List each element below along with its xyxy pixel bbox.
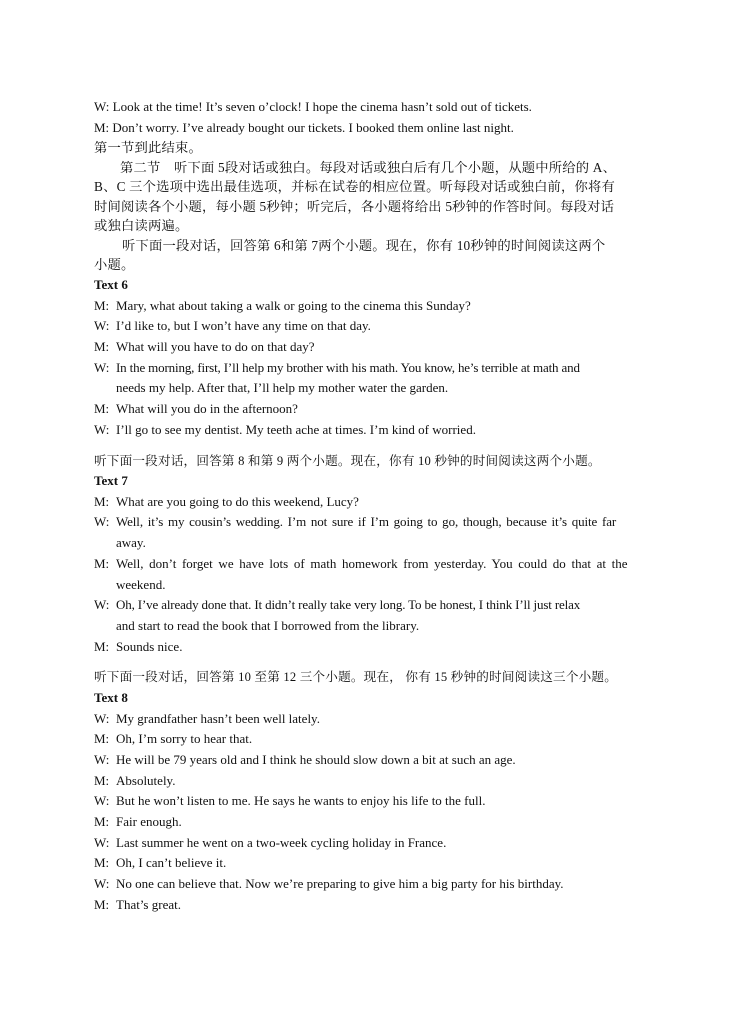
dialogue-line [94, 853, 646, 874]
dialogue-line [94, 420, 646, 441]
dialogue-line [94, 895, 646, 916]
speaker-label: W: [94, 876, 110, 892]
utterance: He will be 79 years old and I think he should slow down a bit at such an age. [116, 751, 516, 767]
text6-heading: Text 6 [94, 276, 128, 292]
utterance: My grandfather hasn’t been well lately. [116, 710, 320, 726]
dialogue-line [94, 97, 646, 118]
utterance: Last summer he went on a two-week cycling holiday in France. [116, 834, 447, 850]
utterance: Oh, I can’t believe it. [116, 855, 227, 871]
speaker-label: W: [94, 834, 110, 850]
dialogue-line [94, 358, 646, 379]
utterance: I’d like to, but I won’t have any time on that day. [116, 318, 371, 334]
utterance: That’s great. [116, 896, 181, 912]
utterance: Absolutely. [116, 772, 176, 788]
speaker-label: W: [94, 318, 110, 334]
utterance: In the morning, first, I’ll help my brother with his math. You know, he’s terrible at math and [116, 359, 580, 375]
dialogue-line [94, 771, 646, 792]
dialogue-line [94, 750, 646, 771]
text8-heading: Text 8 [94, 689, 128, 705]
text6-instruction-line: 听下面一段对话，回答第 6和第 7两个小题。现在，你有 10秒钟的时间阅读这两个 [122, 237, 606, 253]
section2-instruction-line: 时间阅读各个小题，每小题 5秒钟；听完后，各小题将给出 5秒钟的作答时间。每段对话 [94, 198, 615, 214]
utterance-continuation: and start to read the book that I borrowed from the library. [116, 617, 420, 633]
spacer [94, 441, 646, 452]
speaker-label: M: [94, 119, 110, 135]
section2-instruction-line: 第二节 听下面 5段对话或独白。每段对话或独白后有几个小题，从题中所给的 A、 [120, 159, 617, 175]
utterance: Well, don’t forget we have lots of math homework from yesterday. You could do that at the [116, 555, 628, 571]
utterance: Mary, what about taking a walk or going to the cinema this Sunday? [116, 297, 471, 313]
utterance: No one can believe that. Now we’re preparing to give him a big party for his birthday. [116, 876, 564, 892]
speaker-label: W: [94, 359, 110, 375]
dialogue-line [94, 709, 646, 730]
utterance: Fair enough. [116, 814, 182, 830]
speaker-label: M: [94, 814, 110, 830]
speaker-label: M: [94, 493, 110, 509]
dialogue-line [94, 729, 646, 750]
utterance: What are you going to do this weekend, Lucy? [116, 493, 359, 509]
spacer [94, 657, 646, 668]
utterance: What will you have to do on that day? [116, 339, 315, 355]
dialogue-line [94, 791, 646, 812]
speaker-label: M: [94, 297, 110, 313]
utterance-continuation: away. [116, 535, 146, 551]
utterance: Sounds nice. [116, 638, 183, 654]
dialogue-line [94, 812, 646, 833]
dialogue-line [94, 833, 646, 854]
speaker-label: W: [94, 597, 110, 613]
speaker-label: M: [94, 896, 110, 912]
text7-instruction: 听下面一段对话，回答第 8 和第 9 两个小题。现在，你有 10 秒钟的时间阅读这两个小题。 [94, 453, 601, 468]
utterance: Oh, I’ve already done that. It didn’t really take very long. To be honest, I think I’ll just relax [116, 597, 581, 613]
speaker-label: M: [94, 638, 110, 654]
speaker-label: M: [94, 555, 110, 571]
utterance: Well, it’s my cousin’s wedding. I’m not sure if I’m going to go, though, because it’s quite far [116, 514, 617, 530]
utterance: What will you do in the afternoon? [116, 401, 298, 417]
text7-heading: Text 7 [94, 473, 128, 489]
dialogue-line [94, 118, 646, 139]
utterance: I’ll go to see my dentist. My teeth ache at times. I’m kind of worried. [116, 421, 476, 437]
dialogue-line [94, 296, 646, 317]
utterance: Look at the time! It’s seven o’clock! I hope the cinema hasn’t sold out of tickets. [112, 99, 532, 114]
dialogue-line [94, 512, 646, 533]
document-page [94, 97, 646, 916]
utterance: Don’t worry. I’ve already bought our tickets. I booked them online last night. [112, 119, 514, 135]
dialogue-line [94, 637, 646, 658]
dialogue-line [94, 874, 646, 895]
speaker-label: W: [94, 751, 110, 767]
section2-instruction-line: B、C 三个选项中选出最佳选项，并标在试卷的相应位置。听每段对话或独白前，你将有 [94, 179, 616, 195]
text6-instruction-line: 小题。 [94, 257, 135, 273]
speaker-label: M: [94, 401, 110, 417]
section-end-note: 第一节到此结束。 [94, 140, 202, 156]
utterance: Oh, I’m sorry to hear that. [116, 731, 253, 747]
speaker-label: M: [94, 855, 110, 871]
utterance-continuation: weekend. [116, 576, 166, 592]
speaker-label: M: [94, 339, 110, 355]
dialogue-line [94, 554, 646, 575]
speaker-label: W: [94, 793, 110, 809]
speaker-label: W: [94, 710, 110, 726]
dialogue-line [94, 595, 646, 616]
speaker-label: M: [94, 772, 110, 788]
dialogue-line [94, 399, 646, 420]
utterance: But he won’t listen to me. He says he wants to enjoy his life to the full. [116, 793, 486, 809]
text8-instruction: 听下面一段对话，回答第 10 至第 12 三个小题。现在， 你有 15 秒钟的时间阅读这三个小题。 [94, 670, 617, 685]
speaker-label: W: [94, 514, 110, 530]
dialogue-line [94, 316, 646, 337]
speaker-label: M: [94, 731, 110, 747]
speaker-label: W: [94, 99, 110, 114]
speaker-label: W: [94, 421, 110, 437]
section2-instruction-line: 或独白读两遍。 [94, 218, 189, 234]
utterance-continuation: needs my help. After that, I’ll help my mother water the garden. [116, 380, 449, 396]
dialogue-line [94, 492, 646, 513]
dialogue-line [94, 337, 646, 358]
